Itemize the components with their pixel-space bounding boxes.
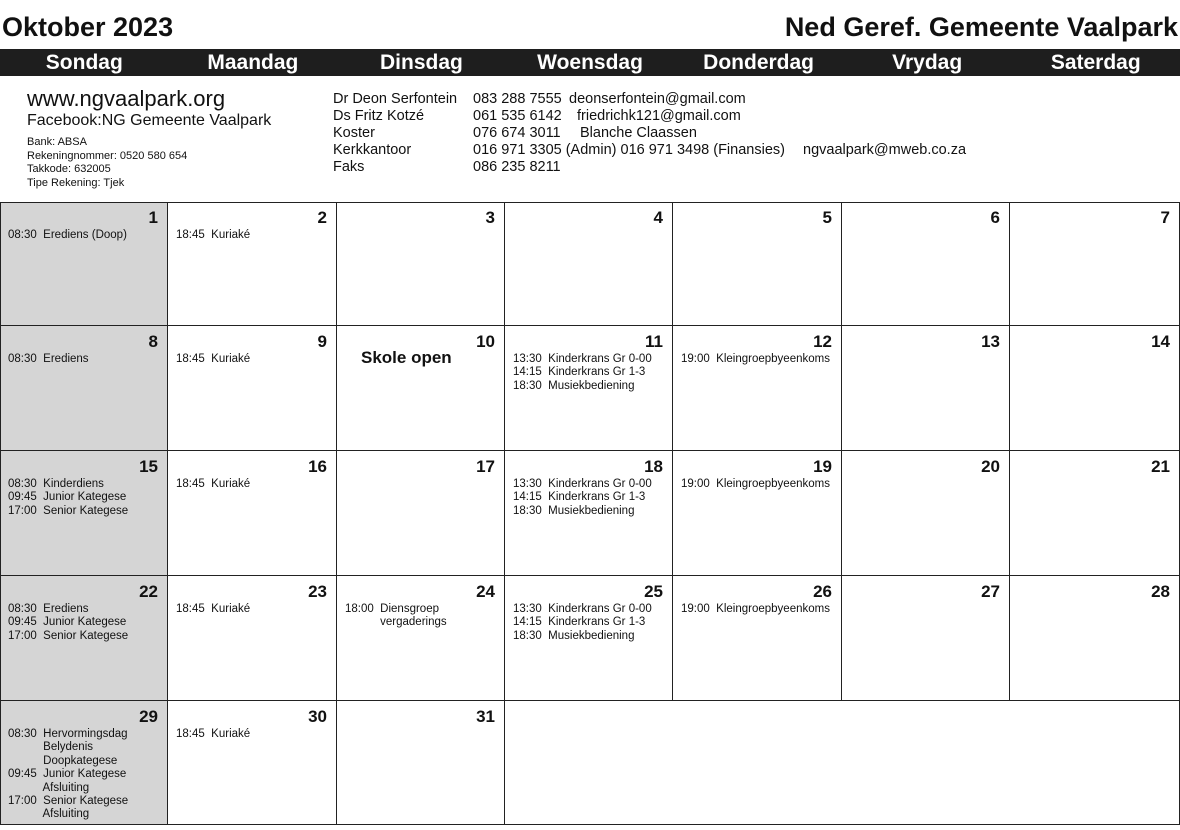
event-item: 14:15 Kinderkrans Gr 1-3 xyxy=(513,491,646,504)
event-item: 18:30 Musiekbediening xyxy=(513,504,635,517)
day-cell[interactable] xyxy=(0,451,168,576)
contact-email[interactable]: deonserfontein@gmail.com xyxy=(569,91,746,107)
bank-line: Bank: ABSA xyxy=(27,136,87,148)
event-list xyxy=(176,603,250,616)
event-item: 09:45 Junior Kategese xyxy=(8,768,127,781)
event-item: 09:45 Junior Kategese xyxy=(8,616,127,629)
contact-name: Kerkkantoor xyxy=(333,142,412,158)
day-cell[interactable] xyxy=(842,576,1010,701)
day-number: 16 xyxy=(308,457,327,476)
day-cell[interactable] xyxy=(1010,576,1180,701)
contact-email[interactable]: friedrichk121@gmail.com xyxy=(577,108,741,124)
event-item: 13:30 Kinderkrans Gr 0-00 xyxy=(513,353,652,365)
day-number: 11 xyxy=(645,332,663,351)
facebook-text: Facebook:NG Gemeente Vaalpark xyxy=(27,112,272,129)
weekday-saturday: Saterdag xyxy=(1050,51,1141,74)
day-number: 5 xyxy=(822,208,832,227)
event-item: 08:30 Erediens xyxy=(8,353,89,365)
day-cell[interactable] xyxy=(0,202,168,326)
weekday-tuesday: Dinsdag xyxy=(380,51,463,74)
day-cell[interactable] xyxy=(337,451,505,576)
day-number: 19 xyxy=(813,457,832,476)
day-number: 7 xyxy=(1160,208,1170,227)
weekday-monday: Maandag xyxy=(207,51,299,74)
event-list xyxy=(681,603,830,616)
day-number: 6 xyxy=(990,208,1000,227)
day-number: 17 xyxy=(476,457,495,476)
day-number: 28 xyxy=(1151,582,1170,601)
day-number: 14 xyxy=(1151,332,1170,351)
day-cell[interactable] xyxy=(505,202,673,326)
event-list xyxy=(176,353,250,366)
event-item: 18:45 Kuriaké xyxy=(176,728,251,740)
event-item: 14:15 Kinderkrans Gr 1-3 xyxy=(513,616,646,629)
bank-line: Tipe Rekening: Tjek xyxy=(27,176,125,189)
day-cell[interactable] xyxy=(168,576,337,701)
event-item: 17:00 Senior Kategese xyxy=(8,504,129,517)
day-cell[interactable] xyxy=(337,701,505,825)
day-cell[interactable] xyxy=(168,701,337,825)
day-number: 13 xyxy=(981,332,1000,351)
event-item: 18:30 Musiekbediening xyxy=(513,629,635,642)
event-list xyxy=(513,603,652,643)
contact-email[interactable]: ngvaalpark@mweb.co.za xyxy=(803,142,967,158)
day-cell[interactable] xyxy=(505,451,673,576)
day-number: 21 xyxy=(1151,457,1170,476)
event-list xyxy=(8,353,89,366)
event-item: 09:45 Junior Kategese xyxy=(8,491,127,504)
event-list xyxy=(8,728,128,822)
event-item: Afsluiting xyxy=(8,781,90,794)
day-cell[interactable] xyxy=(673,576,842,701)
bank-line: Rekeningnommer: 0520 580 654 xyxy=(27,149,188,162)
day-number: 30 xyxy=(308,707,327,726)
event-item: 08:30 Hervormingsdag xyxy=(8,728,128,740)
bank-line: Takkode: 632005 xyxy=(27,163,111,175)
event-item: Afsluiting xyxy=(8,808,90,821)
day-cell[interactable] xyxy=(673,451,842,576)
event-list xyxy=(8,229,127,242)
day-cell[interactable] xyxy=(842,202,1010,326)
contact-name: Koster xyxy=(333,125,375,141)
event-item: 18:45 Kuriaké xyxy=(176,229,251,241)
event-item: 18:45 Kuriaké xyxy=(176,478,251,490)
contact-number: 083 288 7555 xyxy=(473,91,562,107)
day-cell[interactable] xyxy=(168,326,337,451)
event-item: 08:30 Erediens (Doop) xyxy=(8,229,127,241)
day-number: 22 xyxy=(139,582,158,601)
church-name: Ned Geref. Gemeente Vaalpark xyxy=(784,12,1178,42)
contact-number: 061 535 6142 xyxy=(473,108,562,124)
event-list xyxy=(176,728,250,741)
weekday-friday: Vrydag xyxy=(892,51,963,74)
day-cell[interactable] xyxy=(1010,326,1180,451)
event-list xyxy=(176,229,250,242)
day-cell[interactable] xyxy=(673,202,842,326)
event-item: 18:30 Musiekbediening xyxy=(513,379,635,392)
weekday-header xyxy=(0,49,1180,76)
weekday-thursday: Donderdag xyxy=(703,51,815,74)
day-number: 10 xyxy=(476,332,495,351)
day-number: 18 xyxy=(644,457,663,476)
day-number: 2 xyxy=(317,208,327,227)
day-cell[interactable] xyxy=(337,326,505,451)
day-number: 3 xyxy=(485,208,495,227)
day-cell[interactable] xyxy=(168,202,337,326)
contact-name: Dr Deon Serfontein xyxy=(333,91,458,107)
contact-extra: Blanche Claassen xyxy=(580,125,697,141)
day-cell[interactable] xyxy=(505,576,673,701)
day-cell[interactable] xyxy=(0,576,168,701)
day-cell[interactable] xyxy=(337,202,505,326)
day-cell[interactable] xyxy=(1010,451,1180,576)
contact-number: 086 235 8211 xyxy=(473,159,561,175)
event-list xyxy=(176,478,250,491)
day-cell[interactable] xyxy=(0,701,168,825)
day-number: 20 xyxy=(981,457,1000,476)
event-item: 18:45 Kuriaké xyxy=(176,603,251,615)
day-cell[interactable] xyxy=(1010,202,1180,326)
day-number: 1 xyxy=(148,208,158,227)
event-item: 17:00 Senior Kategese xyxy=(8,795,129,808)
contact-number: 076 674 3011 xyxy=(473,125,561,141)
special-note: Skole open xyxy=(361,348,452,367)
event-item: Belydenis xyxy=(8,741,94,754)
day-cell[interactable] xyxy=(168,451,337,576)
event-item: 19:00 Kleingroepbyeenkoms xyxy=(681,478,830,490)
event-list xyxy=(8,603,128,643)
event-item: 08:30 Kinderdiens xyxy=(8,478,104,490)
day-cell[interactable] xyxy=(842,326,1010,451)
day-number: 23 xyxy=(308,582,327,601)
event-item: 19:00 Kleingroepbyeenkoms xyxy=(681,353,830,365)
event-item: Doopkategese xyxy=(8,754,118,767)
event-item: 13:30 Kinderkrans Gr 0-00 xyxy=(513,478,652,490)
day-number: 26 xyxy=(813,582,832,601)
event-list xyxy=(345,603,447,630)
day-number: 9 xyxy=(317,332,327,351)
weekday-wednesday: Woensdag xyxy=(537,51,643,74)
weekday-sunday: Sondag xyxy=(45,51,123,74)
event-item: 13:30 Kinderkrans Gr 0-00 xyxy=(513,603,652,615)
event-list xyxy=(513,478,652,518)
contact-number: 016 971 3305 (Admin) 016 971 3498 (Finansies) xyxy=(473,142,785,158)
day-cell[interactable] xyxy=(337,576,505,701)
event-list xyxy=(681,353,830,366)
day-number: 25 xyxy=(644,582,663,601)
day-cell[interactable] xyxy=(0,326,168,451)
event-item: 14:15 Kinderkrans Gr 1-3 xyxy=(513,366,646,379)
day-cell[interactable] xyxy=(842,451,1010,576)
bank-details xyxy=(27,136,187,190)
day-cell[interactable] xyxy=(505,326,673,451)
event-item: vergaderings xyxy=(345,616,447,629)
event-item: 08:30 Erediens xyxy=(8,603,89,615)
month-title: Oktober 2023 xyxy=(2,12,174,42)
day-number: 24 xyxy=(476,582,495,601)
day-number: 27 xyxy=(981,582,1000,601)
contact-name: Ds Fritz Kotzé xyxy=(333,108,425,124)
day-number: 12 xyxy=(813,332,832,351)
event-list xyxy=(8,478,128,518)
day-cell[interactable] xyxy=(673,326,842,451)
event-item: 18:45 Kuriaké xyxy=(176,353,251,365)
calendar-grid xyxy=(0,202,1180,825)
day-number: 15 xyxy=(139,457,158,476)
day-number: 4 xyxy=(653,208,663,227)
event-item: 17:00 Senior Kategese xyxy=(8,629,129,642)
event-item: 19:00 Kleingroepbyeenkoms xyxy=(681,603,830,615)
day-number: 8 xyxy=(148,332,158,351)
event-list xyxy=(681,478,830,491)
contact-name: Faks xyxy=(333,159,365,175)
event-list xyxy=(513,353,652,393)
church-info-panel xyxy=(0,76,1180,202)
day-number: 29 xyxy=(139,707,158,726)
event-item: 18:00 Diensgroep xyxy=(345,603,439,615)
website-link[interactable]: www.ngvaalpark.org xyxy=(27,86,226,111)
day-number: 31 xyxy=(476,707,495,726)
